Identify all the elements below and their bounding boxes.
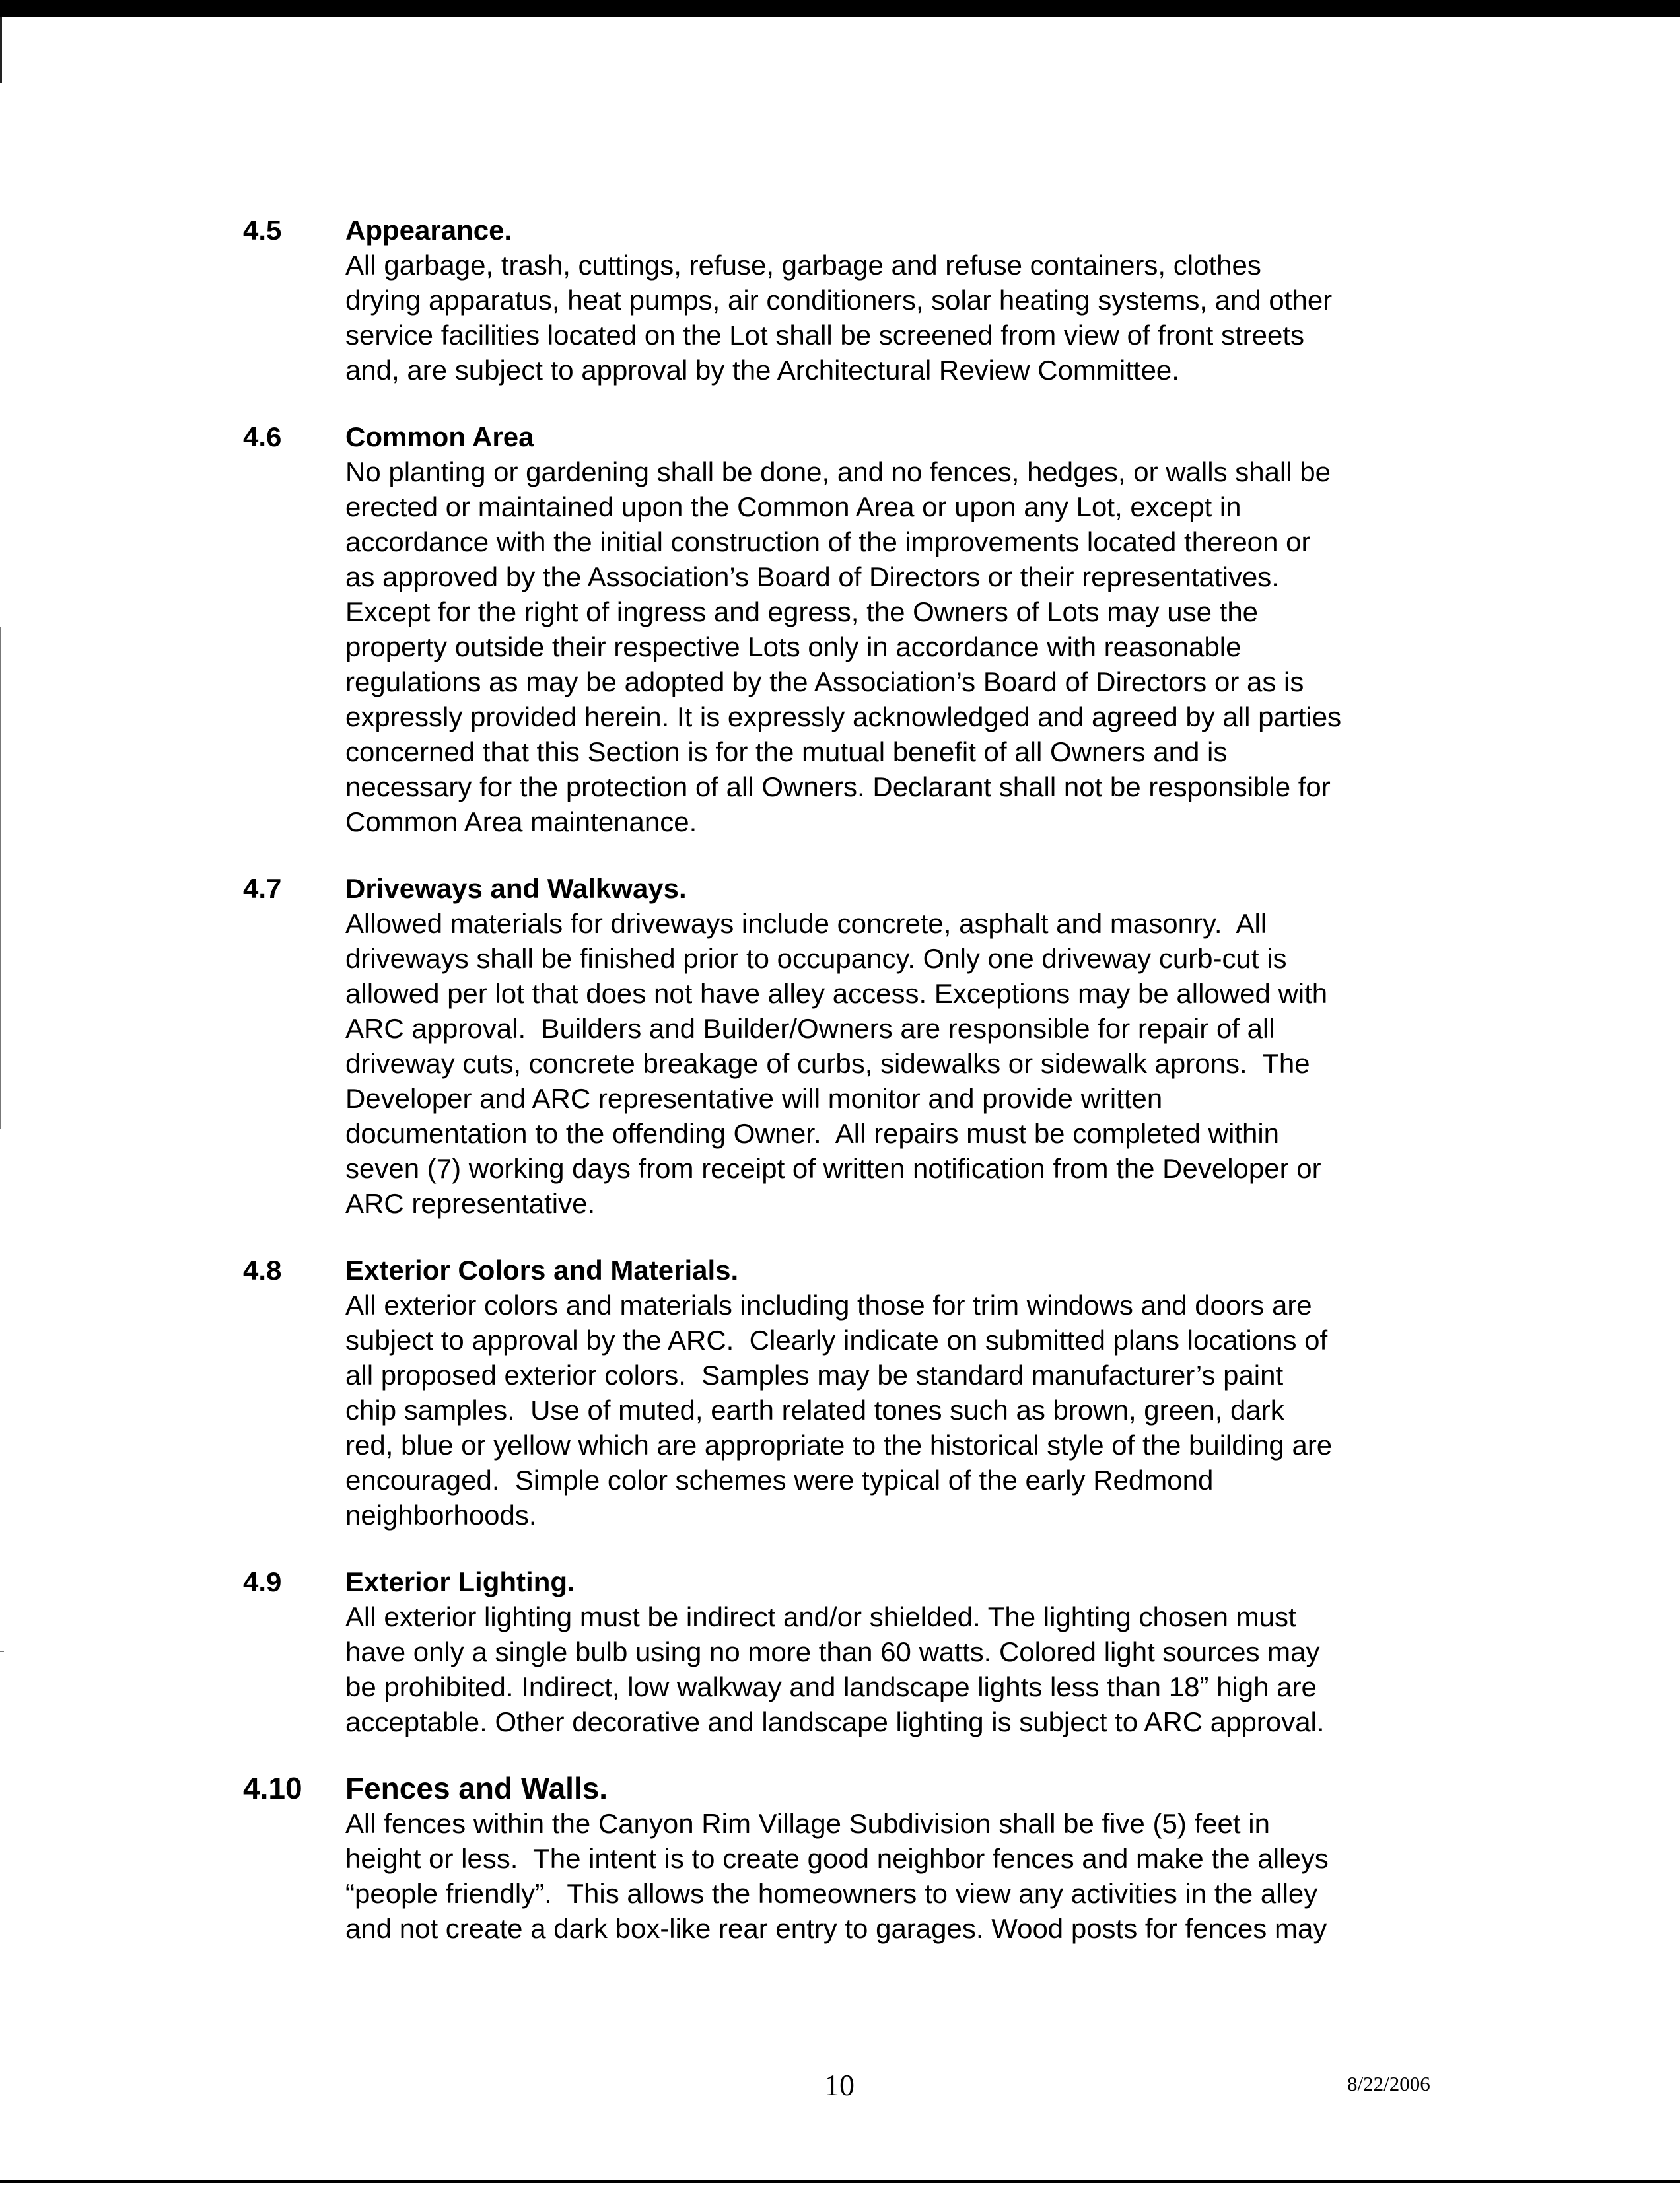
paragraph-line: as approved by the Association’s Board of Directors or their representatives.: [345, 561, 1279, 592]
paragraph-line: concerned that this Section is for the mutual benefit of all Owners and is: [345, 736, 1228, 767]
paragraph-line: seven (7) working days from receipt of written notification from the Developer or: [345, 1153, 1321, 1184]
paragraph-line: All exterior colors and materials including those for trim windows and doors are: [345, 1290, 1312, 1321]
scan-bottom-border: [0, 2180, 1680, 2183]
section-title: Fences and Walls.: [345, 1771, 608, 1805]
scan-left-edge: [0, 17, 2, 83]
paragraph-line: No planting or gardening shall be done, and no fences, hedges, or walls shall be: [345, 456, 1331, 487]
paragraph-line: ARC representative.: [345, 1188, 596, 1219]
paragraph-line: drying apparatus, heat pumps, air conditioners, solar heating systems, and other: [345, 285, 1333, 316]
scan-margin-line: [0, 627, 1, 1129]
paragraph-line: service facilities located on the Lot shall be screened from view of front streets: [345, 320, 1305, 351]
section-4-7: [243, 871, 1458, 1221]
paragraph-line: encouraged. Simple color schemes were typical of the early Redmond: [345, 1465, 1214, 1496]
section-body: [345, 1564, 1458, 1739]
paragraph-line: Except for the right of ingress and egress, the Owners of Lots may use the: [345, 596, 1259, 627]
section-body: [345, 871, 1458, 1221]
section-title: Driveways and Walkways.: [345, 873, 687, 904]
section-body: [345, 419, 1458, 839]
paragraph-line: red, blue or yellow which are appropriate to the historical style of the building are: [345, 1430, 1333, 1461]
paragraph-line: documentation to the offending Owner. All repairs must be completed within: [345, 1118, 1280, 1149]
section-4-9: [243, 1564, 1458, 1739]
paragraph-line: ARC approval. Builders and Builder/Owners are responsible for repair of all: [345, 1013, 1275, 1044]
section-body: [345, 1771, 1458, 1946]
paragraph-line: Allowed materials for driveways include concrete, asphalt and masonry. All: [345, 908, 1267, 939]
document-body: [243, 213, 1458, 1978]
section-body: [345, 1253, 1458, 1533]
section-number: 4.8: [243, 1255, 282, 1286]
paragraph-line: accordance with the initial construction of the improvements located thereon or: [345, 526, 1311, 557]
paragraph-line: All garbage, trash, cuttings, refuse, garbage and refuse containers, clothes: [345, 250, 1261, 281]
section-title: Appearance.: [345, 215, 512, 246]
paragraph-line: and not create a dark box-like rear entry to garages. Wood posts for fences may: [345, 1913, 1327, 1944]
paragraph-line: Common Area maintenance.: [345, 806, 697, 837]
section-title: Common Area: [345, 421, 534, 452]
paragraph-line: necessary for the protection of all Owners. Declarant shall not be responsible for: [345, 771, 1331, 802]
section-number: 4.5: [243, 215, 282, 246]
section-number: 4.10: [243, 1771, 302, 1805]
section-number: 4.6: [243, 421, 282, 452]
paragraph-line: and, are subject to approval by the Architectural Review Committee.: [345, 355, 1179, 386]
section-4-10: [243, 1771, 1458, 1946]
section-title: Exterior Colors and Materials.: [345, 1255, 739, 1286]
scan-margin-mark: [0, 1651, 4, 1652]
paragraph-line: allowed per lot that does not have alley access. Exceptions may be allowed with: [345, 978, 1328, 1009]
paragraph-line: subject to approval by the ARC. Clearly indicate on submitted plans locations of: [345, 1325, 1328, 1356]
section-4-6: [243, 419, 1458, 839]
section-4-8: [243, 1253, 1458, 1533]
paragraph-line: All exterior lighting must be indirect and/or shielded. The lighting chosen must: [345, 1601, 1296, 1632]
paragraph-line: acceptable. Other decorative and landscape lighting is subject to ARC approval.: [345, 1706, 1325, 1737]
paragraph-line: property outside their respective Lots only in accordance with reasonable: [345, 631, 1242, 662]
page-number: 10: [824, 2068, 855, 2102]
paragraph-line: driveway cuts, concrete breakage of curbs, sidewalks or sidewalk aprons. The: [345, 1048, 1310, 1079]
paragraph-line: erected or maintained upon the Common Area or upon any Lot, except in: [345, 491, 1242, 522]
paragraph-line: expressly provided herein. It is expressly acknowledged and agreed by all parties: [345, 701, 1342, 732]
paragraph-line: driveways shall be finished prior to occupancy. Only one driveway curb-cut is: [345, 943, 1287, 974]
paragraph-line: neighborhoods.: [345, 1500, 537, 1531]
footer-date: 8/22/2006: [1347, 2072, 1430, 2095]
section-number: 4.7: [243, 873, 282, 904]
paragraph-line: be prohibited. Indirect, low walkway and landscape lights less than 18” high are: [345, 1671, 1317, 1702]
section-title: Exterior Lighting.: [345, 1566, 575, 1597]
paragraph-line: “people friendly”. This allows the homeowners to view any activities in the alley: [345, 1878, 1318, 1909]
paragraph-line: have only a single bulb using no more than 60 watts. Colored light sources may: [345, 1636, 1320, 1667]
paragraph-line: All fences within the Canyon Rim Village Subdivision shall be five (5) feet in: [345, 1808, 1270, 1839]
paragraph-line: height or less. The intent is to create good neighbor fences and make the alleys: [345, 1843, 1329, 1874]
paragraph-line: all proposed exterior colors. Samples may be standard manufacturer’s paint: [345, 1360, 1284, 1391]
section-number: 4.9: [243, 1566, 282, 1597]
paragraph-line: regulations as may be adopted by the Association’s Board of Directors or as is: [345, 666, 1304, 697]
section-body: [345, 213, 1458, 388]
scan-top-border: [0, 0, 1680, 17]
section-4-5: [243, 213, 1458, 388]
paragraph-line: Developer and ARC representative will monitor and provide written: [345, 1083, 1163, 1114]
paragraph-line: chip samples. Use of muted, earth related tones such as brown, green, dark: [345, 1395, 1284, 1426]
